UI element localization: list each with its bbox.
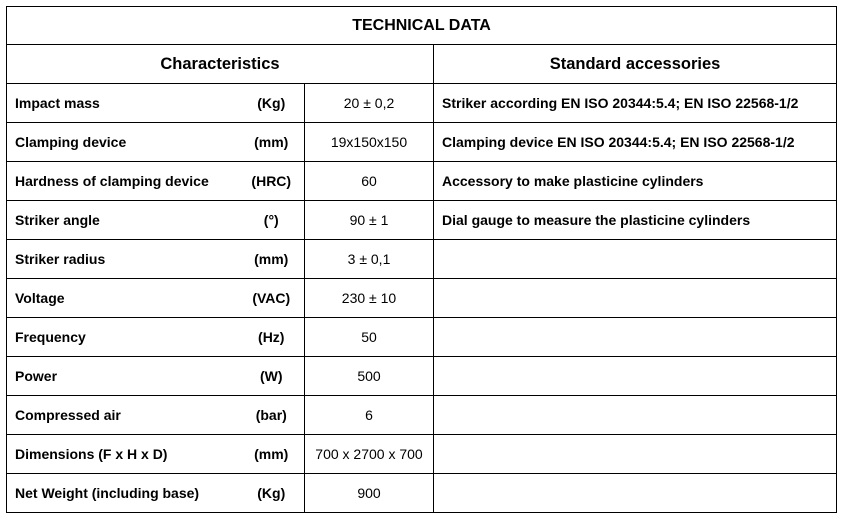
characteristic-name: Striker angle (7, 201, 239, 240)
accessory-item: Accessory to make plasticine cylinders (434, 162, 837, 201)
accessory-item (434, 357, 837, 396)
accessory-item (434, 279, 837, 318)
characteristic-unit: (Hz) (239, 318, 305, 357)
characteristic-value: 20 ± 0,2 (305, 84, 434, 123)
characteristic-value: 230 ± 10 (305, 279, 434, 318)
characteristic-name: Hardness of clamping device (7, 162, 239, 201)
characteristic-unit: (Kg) (239, 84, 305, 123)
characteristic-value: 19x150x150 (305, 123, 434, 162)
table-row (7, 201, 837, 240)
accessory-item: Dial gauge to measure the plasticine cylinders (434, 201, 837, 240)
accessory-item (434, 318, 837, 357)
technical-data-table (6, 6, 837, 513)
characteristic-name: Compressed air (7, 396, 239, 435)
table-row (7, 318, 837, 357)
table-row (7, 357, 837, 396)
table-row (7, 84, 837, 123)
characteristic-unit: (HRC) (239, 162, 305, 201)
characteristic-value: 50 (305, 318, 434, 357)
characteristics-header: Characteristics (7, 45, 434, 84)
table-row (7, 474, 837, 513)
characteristic-unit: (°) (239, 201, 305, 240)
accessory-item (434, 396, 837, 435)
table-title: TECHNICAL DATA (7, 7, 837, 45)
accessory-item (434, 240, 837, 279)
table-row (7, 240, 837, 279)
table-row (7, 279, 837, 318)
characteristic-name: Striker radius (7, 240, 239, 279)
table-row (7, 435, 837, 474)
characteristic-value: 900 (305, 474, 434, 513)
characteristic-name: Frequency (7, 318, 239, 357)
characteristic-value: 60 (305, 162, 434, 201)
characteristic-value: 6 (305, 396, 434, 435)
characteristic-unit: (bar) (239, 396, 305, 435)
characteristic-value: 3 ± 0,1 (305, 240, 434, 279)
accessories-header: Standard accessories (434, 45, 837, 84)
accessory-item (434, 474, 837, 513)
characteristic-name: Voltage (7, 279, 239, 318)
characteristic-value: 700 x 2700 x 700 (305, 435, 434, 474)
characteristic-unit: (Kg) (239, 474, 305, 513)
table-row (7, 123, 837, 162)
characteristic-name: Clamping device (7, 123, 239, 162)
accessory-item (434, 435, 837, 474)
characteristic-name: Power (7, 357, 239, 396)
characteristic-name: Impact mass (7, 84, 239, 123)
characteristic-unit: (mm) (239, 240, 305, 279)
characteristic-value: 90 ± 1 (305, 201, 434, 240)
characteristic-name: Dimensions (F x H x D) (7, 435, 239, 474)
characteristic-unit: (mm) (239, 123, 305, 162)
characteristic-unit: (VAC) (239, 279, 305, 318)
characteristic-name: Net Weight (including base) (7, 474, 239, 513)
characteristic-unit: (W) (239, 357, 305, 396)
accessory-item: Striker according EN ISO 20344:5.4; EN ISO 22568-1/2 (434, 84, 837, 123)
characteristic-value: 500 (305, 357, 434, 396)
table-row (7, 396, 837, 435)
accessory-item: Clamping device EN ISO 20344:5.4; EN ISO 22568-1/2 (434, 123, 837, 162)
table-row (7, 162, 837, 201)
characteristic-unit: (mm) (239, 435, 305, 474)
